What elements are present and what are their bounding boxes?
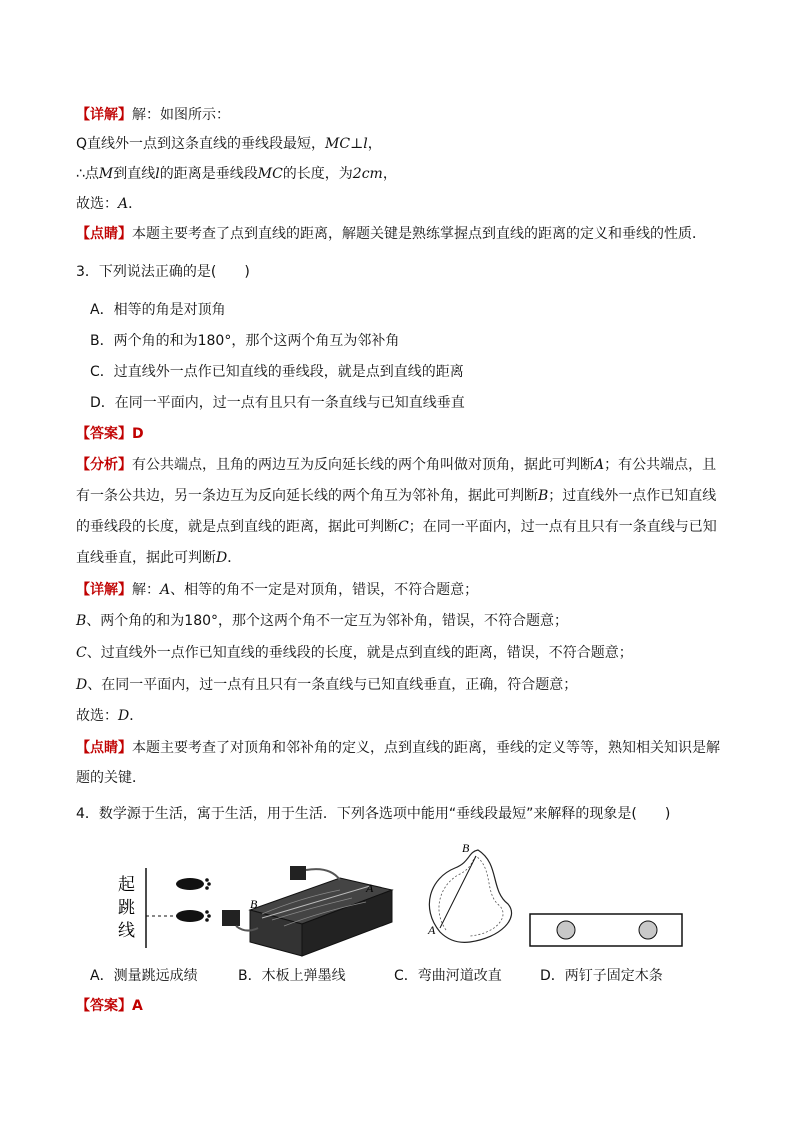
analysis-tail-1: ；有公共端点，且 — [604, 457, 717, 473]
analysis-letter-a: A — [594, 457, 605, 473]
detail-line-2-a: ∴点 — [76, 166, 99, 182]
analysis-tail-3: ；在同一平面内，过一点有且只有一条直线与已知 — [408, 519, 717, 535]
figure-c-river — [427, 841, 512, 942]
comment-3-line-1 — [76, 738, 720, 758]
figure-b-caption: B．木板上弹墨线 — [238, 968, 346, 984]
detail-3-choose-letter: D — [118, 708, 130, 724]
detail-line-1-end: ， — [367, 136, 382, 152]
detail-3-letter-d: D — [76, 677, 88, 693]
detail-3-c-line — [76, 643, 633, 663]
figure-a-long-jump — [118, 868, 211, 948]
analysis-text-3: 的垂线段的长度，就是点到直线的距离，据此可判断 — [76, 519, 398, 535]
detail-intro-line — [76, 105, 230, 125]
analysis-line-3 — [76, 517, 717, 537]
detail-3-d-line — [76, 675, 577, 695]
question-4-stem: 4．数学源于生活，寓于生活，用于生活．下列各选项中能用“垂线段最短”来解释的现象是( ) — [76, 806, 671, 822]
detail-line-2-end: ， — [382, 166, 397, 182]
figure-a-char-2: 跳 — [118, 898, 135, 917]
figure-a-caption: A．测量跳远成绩 — [90, 968, 198, 984]
detail-tag: 【详解】 — [76, 107, 132, 123]
detail-3-b-line — [76, 611, 568, 631]
figure-b-point-a: A — [366, 881, 374, 895]
detail-3-intro-text: 解： — [132, 582, 160, 598]
detail-3-b: 、两个角的和为180°，那个这两个角不一定互为邻补角，错误，不符合题意； — [86, 613, 569, 629]
detail-answer-end: ． — [128, 196, 143, 212]
detail-answer-letter: A — [118, 196, 129, 212]
detail-3-letter-c: C — [76, 645, 87, 661]
answer-value: D — [132, 426, 144, 442]
detail-3-choose — [76, 706, 143, 726]
figure-c-point-a: A — [428, 923, 436, 937]
nail-icon-left — [557, 921, 575, 939]
comment-3-line-2: 题的关键． — [76, 770, 146, 786]
question-4-answer-tag: 【答案】 — [76, 998, 132, 1014]
question-3-option-c: C．过直线外一点作已知直线的垂线段，就是点到直线的距离 — [90, 364, 464, 380]
detail-line-2-mc: MC — [257, 166, 283, 182]
analysis-tail-2: ；过直线外一点作已知直线 — [548, 488, 717, 504]
detail-3-c: 、过直线外一点作已知直线的垂线段的长度，就是点到直线的距离，错误，不符合题意； — [86, 645, 633, 661]
wood-strip — [530, 914, 682, 946]
detail-line-1 — [76, 134, 382, 154]
analysis-line-4 — [76, 548, 241, 568]
question-3-stem: 3．下列说法正确的是( ) — [76, 264, 250, 280]
footprint-icon-bottom — [176, 910, 211, 922]
detail-3-d: 、在同一平面内，过一点有且只有一条直线与已知直线垂直，正确，符合题意； — [87, 677, 578, 693]
footprint-icon-top — [176, 878, 211, 890]
figure-a-char-3: 线 — [118, 921, 135, 940]
answer-tag: 【答案】 — [76, 426, 132, 442]
analysis-tail-4: ． — [227, 550, 242, 566]
detail-line-1-text: Q直线外一点到这条直线的垂线段最短， — [76, 136, 326, 152]
analysis-line-1 — [76, 455, 716, 475]
detail-answer-line — [76, 194, 142, 214]
figure-c-point-b: B — [462, 841, 470, 855]
analysis-letter-c: C — [398, 519, 409, 535]
detail-3-letter-b: B — [76, 613, 87, 629]
hand-right — [290, 866, 306, 880]
detail-intro: 解：如图所示： — [132, 107, 230, 123]
nail-icon-right — [639, 921, 657, 939]
question-3-option-d: D．在同一平面内，过一点有且只有一条直线与已知直线垂直 — [90, 395, 465, 411]
figure-b-plank — [222, 866, 392, 956]
figure-d-strip — [530, 914, 682, 946]
figure-a-char-1: 起 — [118, 875, 135, 894]
analysis-text-1: 有公共端点，且角的两边互为反向延长线的两个角叫做对顶角，据此可判断 — [132, 457, 594, 473]
detail-line-2-val: 2cm — [352, 166, 383, 182]
hand-left — [222, 910, 240, 926]
question-4-answer — [76, 996, 143, 1016]
figure-b-point-b: B — [250, 897, 258, 911]
detail-line-2-l: l — [155, 166, 160, 182]
detail-line-2 — [76, 164, 397, 184]
detail-3-letter-a: A — [160, 582, 171, 598]
analysis-letter-b: B — [538, 488, 549, 504]
figure-c-caption: C．弯曲河道改直 — [394, 968, 502, 984]
detail-3-choose-pre: 故选： — [76, 708, 118, 724]
detail-answer-pre: 故选： — [76, 196, 118, 212]
question-4-answer-value: A — [132, 998, 143, 1014]
comment-3-tag: 【点睛】 — [76, 740, 132, 756]
comment-tag: 【点睛】 — [76, 226, 132, 242]
question-3-option-a: A．相等的角是对顶角 — [90, 302, 226, 318]
question-3-answer — [76, 424, 144, 444]
comment-3-text-1: 本题主要考查了对顶角和邻补角的定义，点到直线的距离，垂线的定义等等，熟知相关知识是解 — [132, 740, 720, 756]
detail-line-2-b: 到直线 — [113, 166, 156, 182]
detail-3-intro — [76, 580, 478, 600]
detail-line-1-math: MC⊥l — [325, 136, 368, 152]
comment-line-1 — [76, 224, 706, 244]
analysis-text-2: 有一条公共边，另一条边互为反向延长线的两个角互为邻补角，据此可判断 — [76, 488, 538, 504]
analysis-line-2 — [76, 486, 716, 506]
analysis-text-4: 直线垂直，据此可判断 — [76, 550, 216, 566]
analysis-tag: 【分析】 — [76, 457, 132, 473]
detail-3-a: 、相等的角不一定是对顶角，错误，不符合题意； — [170, 582, 479, 598]
question-3-option-b: B．两个角的和为180°，那个这两个角互为邻补角 — [90, 333, 400, 349]
analysis-letter-d: D — [216, 550, 228, 566]
question-4-figures — [0, 838, 794, 978]
detail-line-2-d: 的长度，为 — [282, 166, 353, 182]
comment-text: 本题主要考查了点到直线的距离，解题关键是熟练掌握点到直线的距离的定义和垂线的性质． — [132, 226, 706, 242]
detail-line-2-m: M — [98, 166, 114, 182]
detail-3-choose-end: ． — [129, 708, 144, 724]
detail-3-tag: 【详解】 — [76, 582, 132, 598]
detail-line-2-c: 的距离是垂线段 — [159, 166, 258, 182]
figure-d-caption: D．两钉子固定木条 — [540, 968, 663, 984]
